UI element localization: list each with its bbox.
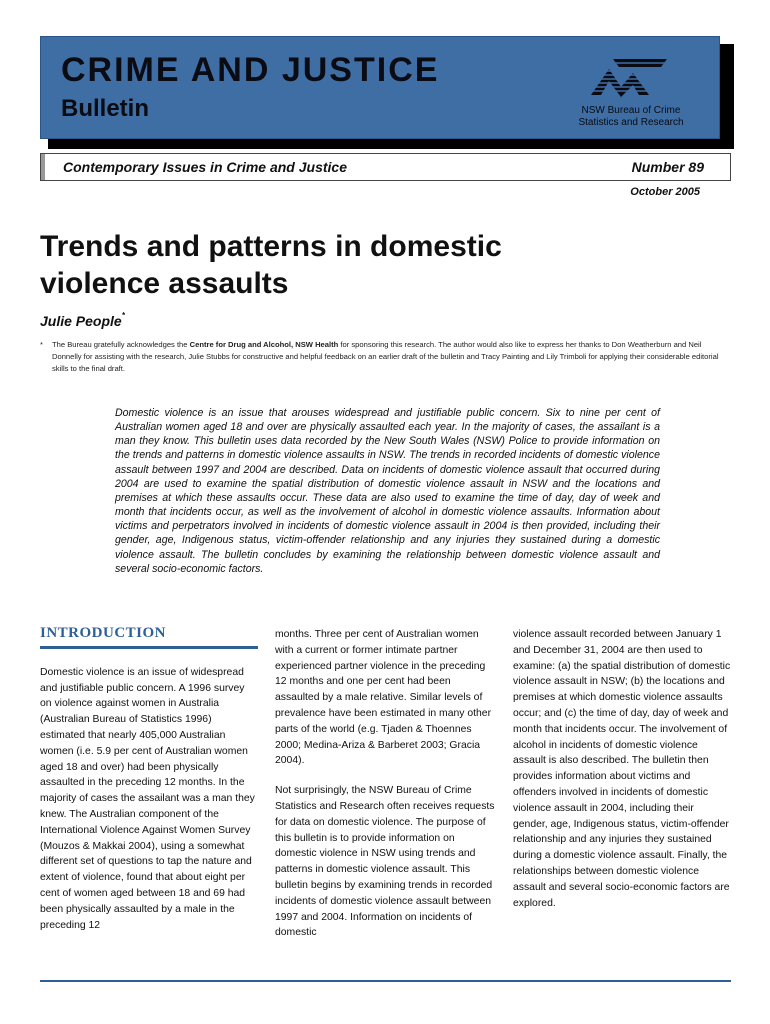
article-title-line1: Trends and patterns in domestic — [40, 230, 502, 263]
paragraph: Not surprisingly, the NSW Bureau of Crime Statistics and Research often receives requests for data on domestic violence. The purpose of this bulletin is to provide information on domestic violence in NSW using trends and patterns in domestic violence assault. This bulletin begins by examining trends in recorded incidents of domestic violence assault between 1997 and 2004. Information on incidents of domestic — [275, 785, 495, 939]
abstract: Domestic violence is an issue that arouses widespread and justifiable public concern. Six to nine per cent of Australian women aged 18 and over are physically assaulted each year. In the majority of cases, the assailant is a man they know. This bulletin uses data recorded by the New South Wales (NSW) Police to provide information on the trends and patterns in domestic violence assaults in NSW. The trends in recorded incidents of domestic violence assault between 1997 and 2004 are described. Data on incidents of domestic violence assault that occurred during 2004 are used to examine the spatial distribution of domestic violence assault in NSW and the locations and premises at which these assaults occur. These data are also used to examine the time of day, day of week and month that incidents occur, as well as the involvement of alcohol in domestic violence assaults. Information about victims and perpetrators involved in incidents of domestic violence assault in 2004 is then provided, including their gender, age, Indigenous status, victim-offender relationship and any injuries they sustained during a domestic violence assault. The bulletin concludes by examining the relationship between domestic violence assault and several socio-economic factors. — [115, 407, 660, 575]
org-name-line2: Statistics and Research — [578, 117, 684, 128]
footnote-pre: The Bureau gratefully acknowledges the — [52, 340, 190, 349]
body-column-2 — [275, 627, 497, 955]
author-text: Julie People — [40, 313, 122, 329]
body-column-1 — [40, 626, 258, 947]
org-name-line1: NSW Bureau of Crime — [581, 105, 681, 116]
publication-subtitle: Bulletin — [61, 95, 149, 122]
series-title: Contemporary Issues in Crime and Justice — [63, 159, 347, 175]
author-name — [40, 313, 125, 329]
issue-date: October 2005 — [630, 186, 700, 198]
footnote-post: for sponsoring this research. The author would also like to express her thanks to Don Weatherburn and Neil Donnelly for assisting with the research, Julie Stubbs for constructive and helpful feedback on an earlier draft of the bulletin and Tracy Painting and Lily Trimboli for applying their considerable editorial skills to the final draft. — [52, 340, 719, 373]
footnote-text — [40, 339, 730, 375]
bottom-rule — [40, 980, 731, 982]
issue-number: Number 89 — [631, 159, 704, 175]
acknowledgement-footnote — [40, 339, 730, 375]
author-footnote-mark: * — [121, 311, 125, 320]
paragraph: months. Three per cent of Australian women with a current or former intimate partner experienced partner violence in the preceding 12 months and one per cent had been assaulted by a male relative. Similar levels of prevalence have been estimated in many other parts of the world (e.g. Tjaden & Thoennes 2000; Medina-Ariza & Barberet 2003; Gracia 2004). — [275, 629, 492, 767]
paragraph: Domestic violence is an issue of widespread and justifiable public concern. A 1996 survey on violence against women in Australia (Australian Bureau of Statistics 1996) estimated that nearly 405,000 Australian women (i.e. 5.9 per cent of Australian women aged 18 and over) had been physically assaulted in the preceding 12 months. In the majority of cases the assailant was a man they knew. The Australian component of the International Violence Against Women Survey (Mouzos & Makkai 2004), using a somewhat different set of questions to tap the nature and extent of violence, found that about eight per cent of women aged between 18 and 69 had been physically assaulted by a male in the preceding 12 — [40, 666, 255, 931]
section-heading: INTRODUCTION — [40, 625, 167, 641]
article-title-line2: violence assaults — [40, 267, 289, 300]
publication-title: CRIME AND JUSTICE — [61, 51, 440, 89]
paragraph: violence assault recorded between January 1 and December 31, 2004 are then used to examine: (a) the spatial distribution of domestic violence assault in NSW; (b) the locations and premises at which domestic violence assaults occur; and (c) the time of day, day of week and month that incidents occur. The involvement of alcohol in incidents of domestic violence assault is also described. The bulletin then provides information about victims and offenders involved in incidents of domestic violence assault in 2004, including their gender, age, Indigenous status, victim-offender relationship and any injuries they sustained during a domestic violence assault. Finally, the relationships between domestic violence assault and several socio-economic factors are explored. — [513, 629, 731, 909]
footnote-mark: * — [40, 340, 43, 349]
nsw-bocsar-logo-icon — [587, 51, 671, 101]
body-column-3 — [513, 627, 731, 925]
article-title — [40, 228, 600, 302]
issue-strip — [40, 153, 731, 181]
footnote-sponsor: Centre for Drug and Alcohol, NSW Health — [189, 340, 339, 349]
header-banner — [40, 36, 720, 139]
section-heading-rule — [40, 646, 258, 649]
